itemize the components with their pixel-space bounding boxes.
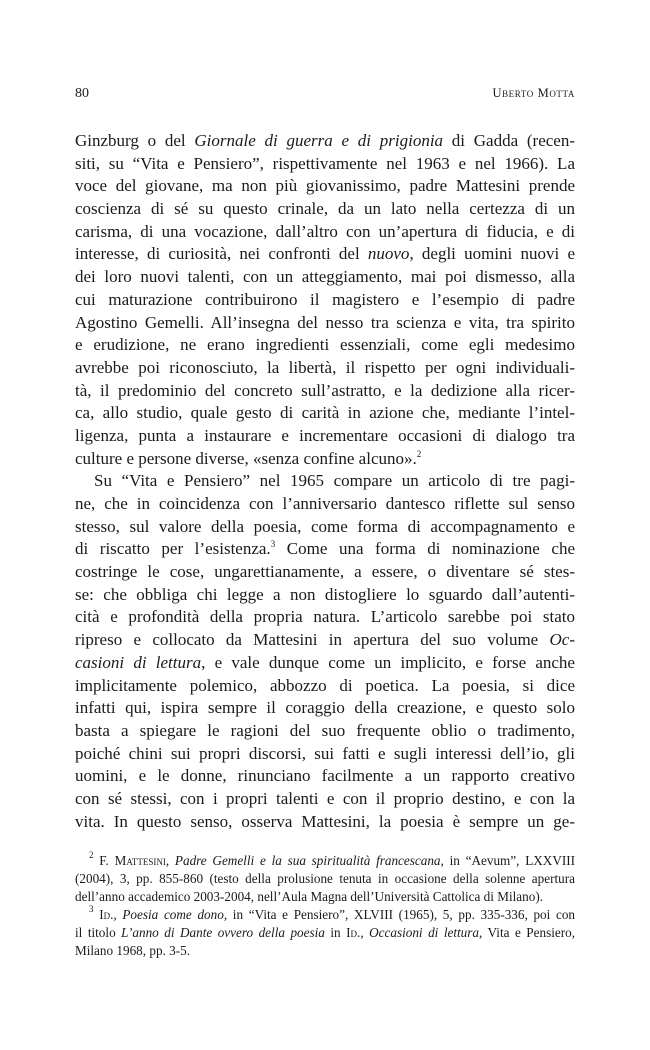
footnote-mark: 2 — [89, 850, 94, 860]
text-line: ripreso e collocato da Mattesini in apertura del suo volume Oc- — [75, 630, 575, 650]
footnote-ref: 3 — [270, 539, 276, 550]
footnote-mark: 3 — [89, 904, 94, 914]
text-line: ne, che in coincidenza con l’anniversario dantesco riflette sul senso — [75, 494, 575, 513]
footnote-3-line: il titolo L’anno di Dante ovvero della poesia in Id., Occasioni di lettura, Vita e Pensiero, — [75, 925, 575, 940]
text-line: interesse, di curiosità, nei confronti del nuovo, degli uomini nuovi e — [75, 244, 575, 264]
text-line: stesso, sul valore della poesia, come forma di accompagnamento e — [75, 516, 575, 536]
text-line: casioni di lettura, e vale dunque come un implicito, e forse anche — [75, 652, 575, 672]
text-line: se: che obbliga chi legge a non distogliere lo sguardo dall’autenti- — [75, 584, 575, 604]
text-line: ca, allo studio, quale gesto di carità in azione che, mediante l’intel- — [75, 403, 575, 423]
text-line: ligenza, punta a instaurare e incrementare occasioni di dialogo tra — [75, 425, 575, 445]
text-line: di riscatto per l’esistenza.$^3$ Come una forma di nominazione che — [75, 539, 575, 559]
footnotes — [75, 852, 575, 960]
footnote-2-line: dell’anno accademico 2003-2004, nell’Aula Magna dell’Università Cattolica di Milano). — [75, 889, 544, 904]
text-line: uomini, e le donne, rinunciano facilmente a un rapporto creativo — [75, 766, 575, 786]
text-line: coscienza di sé su questo crinale, da un lato nella certezza di un — [75, 199, 575, 219]
running-header-author: Uberto Motta — [492, 86, 575, 100]
text-line: carisma, di una vocazione, dall’altro con un’apertura di fiducia, e di — [75, 221, 575, 241]
page-number: 80 — [75, 86, 89, 101]
text-line: Ginzburg o del Giornale di guerra e di prigionia di Gadda (recen- — [75, 131, 575, 150]
text-line: e erudizione, ne erano ingredienti essenziali, come egli medesimo — [75, 335, 575, 355]
text-line: Su “Vita e Pensiero” nel 1965 compare un articolo di tre pagi- — [94, 471, 575, 491]
text-line: Agostino Gemelli. All’insegna del nesso tra scienza e vita, tra spirito — [75, 312, 575, 332]
footnote-2-line: $^2$ F. Mattesini, Padre Gemelli e la sua spiritualità francescana, in “Aevum”, LXXVIII — [89, 850, 576, 868]
text-line: basta a spiegare le ragioni del suo frequente oblio o tradimento, — [75, 720, 575, 740]
text-line: infatti qui, ispira sempre il coraggio della creazione, e questo solo — [75, 698, 575, 718]
text-line: implicitamente polemico, abbozzo di poetica. La poesia, si dice — [75, 675, 575, 695]
text-line: tà, il predominio del concreto sull’astratto, e la dedizione alla ricer- — [75, 380, 575, 400]
text-line: dei loro nuovi talenti, con un atteggiamento, mai poi dismesso, alla — [75, 267, 575, 287]
text-line: costringe le cose, ungarettianamente, a essere, o diventare sé stes- — [75, 562, 575, 582]
body-text — [75, 130, 575, 833]
text-line: cità e profondità della propria natura. L’articolo sarebbe poi stato — [75, 607, 575, 627]
text-line: cui maturazione contribuirono il magistero e l’esempio di padre — [75, 289, 575, 309]
footnote-3-line: Milano 1968, pp. 3-5. — [75, 943, 191, 958]
text-line: siti, su “Vita e Pensiero”, rispettivamente nel 1963 e nel 1966). La — [75, 153, 575, 173]
footnote-ref: 2 — [416, 448, 422, 459]
text-line: con sé stessi, con i propri talenti e con il proprio destino, e con la — [75, 788, 575, 808]
text-line: culture e persone diverse, «senza confine alcuno».$^2$ — [75, 448, 422, 468]
text-line: vita. In questo senso, osserva Mattesini, la poesia è sempre un ge- — [75, 811, 575, 831]
footnote-2-line: (2004), 3, pp. 855-860 (testo della prolusione tenuta in occasione della solenne apertura — [75, 871, 575, 886]
text-line: poiché chini sui propri discorsi, sui fatti e sugli interessi dell’io, gli — [75, 743, 575, 763]
text-line: avrebbe poi riconosciuto, la libertà, il rispetto per ogni individuali- — [75, 357, 575, 377]
text-line: voce del giovane, ma non più giovanissimo, padre Mattesini prende — [75, 176, 575, 196]
footnote-3-line: $^3$ Id., Poesia come dono, in “Vita e Pensiero”, XLVIII (1965), 5, pp. 335-336, poi con — [89, 904, 576, 922]
